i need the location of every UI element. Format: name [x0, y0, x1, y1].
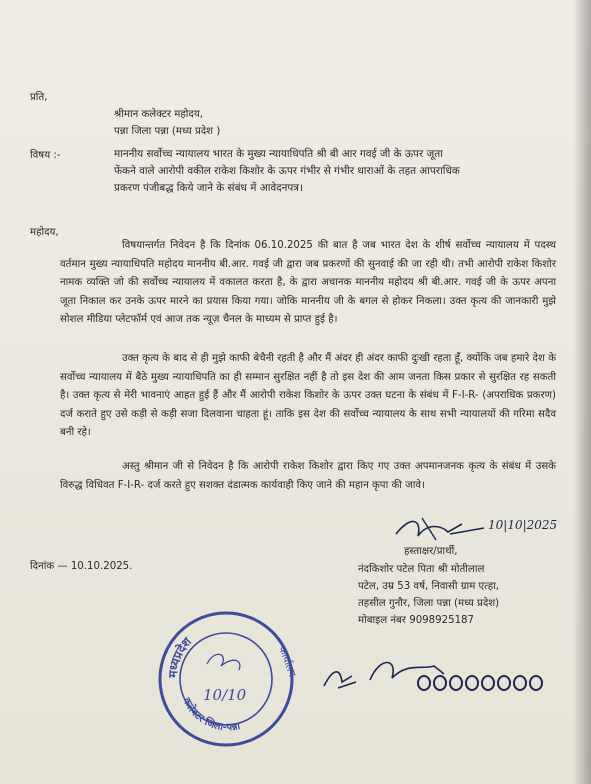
scribbled-number-icon	[414, 672, 550, 694]
sender-address-1: पटेल, उम्र 53 वर्ष, निवासी ग्राम एत्हा,	[358, 581, 499, 592]
subject-line-1: माननीय सर्वोच्च न्यायालय भारत के मुख्य न्यायाधिपति श्री बी आर गवई जी के ऊपर जूता	[114, 148, 443, 160]
sender-address-2: तहसील गुनौर, जिला पन्ना (मध्य प्रदेश)	[358, 598, 500, 609]
sender-mobile: मोबाइल नंबर 9098925187	[358, 615, 475, 626]
body-paragraph-1: विषयान्तर्गत निवेदन है कि दिनांक 06.10.2025 की बात है जब भारत देश के शीर्ष सर्वोच्च न्यायालय में पदस्थ वर्तमान मुख्य न्यायाधिपति महोदय माननीय बी.आर. गवई जी द्वारा जब प्रकरणों की सुनवाई की जा रही थी। तभी आरोपी राकेश किशोर नामक व्यक्ति जो की सर्वोच्च न्यायालय में वकालत करता है, के द्वारा अचानक माननीय महोदय श्री बी.आर. गवई जी के ऊपर अपना जूता निकाल कर उनके ऊपर मारने का प्रयास किया गया। जोकि माननीय जी के बगल से होकर निकला। उक्त कृत्य की जानकारी मुझे सोशल मीडिया प्लेटफॉर्म एवं आज तक न्यूज़ चैनल के माध्यम से प्राप्त हुई है।	[60, 240, 556, 326]
body-paragraph-3: अस्तु श्रीमान जी से निवेदन है कि आरोपी राकेश किशोर द्वारा किए गए उक्त अपमानजनक कृत्य के संबंध में उसके विरुद्ध विधिवत F-I-R- दर्ज करते हुए सशक्त दंडात्मक कार्यवाही किए जाने की महान कृपा की जावे।	[60, 461, 556, 491]
sender-role: हस्ताक्षर/प्रार्थी,	[404, 546, 458, 557]
body-paragraph-2: उक्त कृत्य के बाद से ही मुझे काफी बेचैनी रहती है और मैं अंदर ही अंदर काफी दुःखी रहता हूँ, क्योंकि जब हमारे देश के सर्वोच्च न्यायालय में बैठे मुख्य न्यायाधिपति का ही सम्मान सुरक्षित नहीं है तो इस देश की आम जनता किस प्रकार से सुरक्षित रह सकती है। उक्त कृत्य से मेरी भावनाएं आहत हुई हैं और मैं आरोपी राकेश किशोर के ऊपर उक्त घटना के संबंध में F-I-R- (अपराधिक प्रकरण) दर्ज कराते हुए उसे कड़ी से कड़ी सजा दिलवाना चाहता हूं। ताकि इस देश की सर्वोच्च न्यायालय के साथ सभी न्यायालयों की गरिमा सदैव बनी रहे।	[60, 353, 556, 439]
subject-line-3: प्रकरण पंजीबद्ध किये जाने के संबंध में आवेदनपत्र।	[114, 182, 303, 194]
seal-received-date: 10/10	[203, 686, 247, 704]
collector-seal-icon	[155, 608, 297, 750]
subject-line-2: फेंकने वाले आरोपी वकील राकेश किशोर के ऊपर गंभीर से गंभीर धाराओं के तहत आपराधिक	[114, 165, 460, 177]
page-edge-shadow	[573, 0, 591, 784]
letter-date: दिनांक — 10.10.2025.	[30, 561, 133, 572]
seal-text-top: मध्यप्रदेश	[165, 634, 195, 679]
seal-text-bottom: कलेक्टर जिला-पन्ना	[180, 696, 241, 734]
seal-text-side: कार्यालय	[276, 645, 297, 679]
subject-label: विषय :-	[30, 150, 61, 161]
prati-line: प्रति,	[30, 92, 48, 103]
district-line: पन्ना जिला पन्ना (मध्य प्रदेश )	[114, 126, 221, 137]
sender-name: नंदकिशोर पटेल पिता श्री मोतीलाल	[358, 564, 485, 575]
salutation: महोदय,	[30, 227, 59, 238]
signature-date: 10|10|2025	[488, 518, 558, 532]
addressee-line: श्रीमान कलेक्टर महोदय,	[114, 109, 203, 120]
